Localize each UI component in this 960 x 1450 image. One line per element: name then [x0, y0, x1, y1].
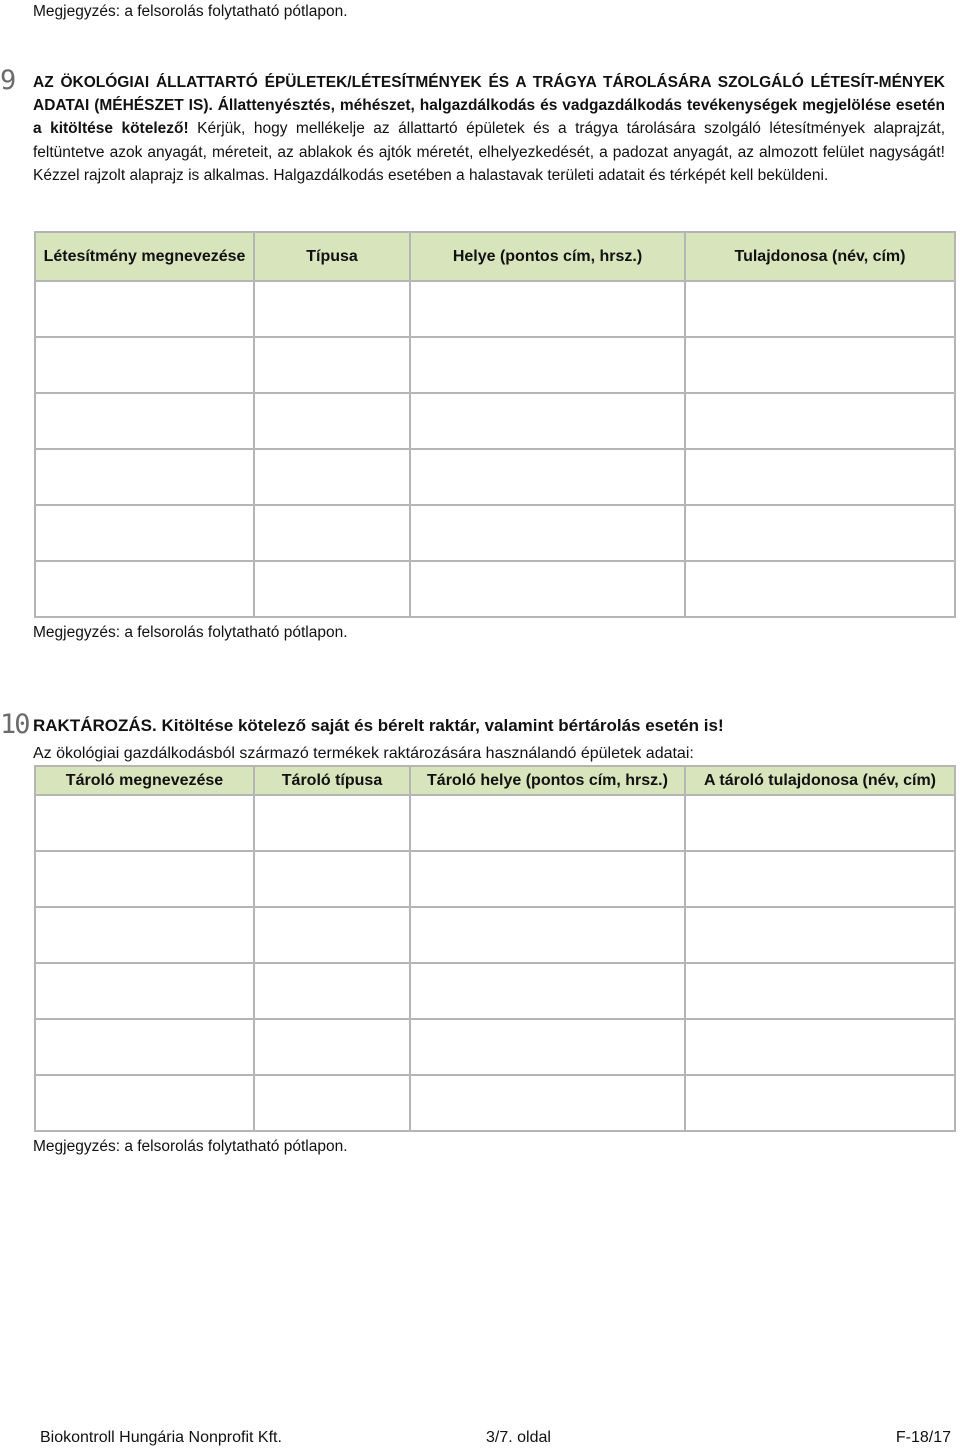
- section-10-title: RAKTÁROZÁS. Kitöltése kötelező saját és bérelt raktár, valamint bértárolás esetén is!: [33, 716, 724, 735]
- input-cell[interactable]: [35, 281, 254, 337]
- input-cell[interactable]: [254, 851, 410, 907]
- table-row: [35, 281, 955, 337]
- input-cell[interactable]: [410, 963, 685, 1019]
- input-cell[interactable]: [35, 1019, 254, 1075]
- input-cell[interactable]: [410, 505, 685, 561]
- section-10-intro: Az ökológiai gazdálkodásból származó termékek raktározására használandó épületek adatai:: [33, 745, 694, 762]
- section-9-title: AZ ÖKOLÓGIAI ÁLLATTARTÓ ÉPÜLETEK/LÉTESÍTMÉNYEK ÉS A TRÁGYA TÁROLÁSÁRA SZOLGÁLÓ LÉTESÍT-MÉNYEK ADATAI (MÉHÉSZET IS). Állattenyésztés, méhészet, halgazdálkodás és vadgazdálkodás tevékenységek megjelölése esetén a kitöltése kötelező!: [33, 74, 945, 138]
- section-10-note: Megjegyzés: a felsorolás folytatható pótlapon.: [33, 1138, 348, 1155]
- input-cell[interactable]: [685, 337, 955, 393]
- storage-table: [34, 765, 956, 1132]
- table-row: [35, 1019, 955, 1075]
- input-cell[interactable]: [685, 393, 955, 449]
- section-10-number: 10: [0, 709, 29, 740]
- table-row: [35, 337, 955, 393]
- header-owner: Tulajdonosa (név, cím): [685, 232, 955, 281]
- header-storage-owner: A tároló tulajdonosa (név, cím): [685, 766, 955, 795]
- input-cell[interactable]: [254, 907, 410, 963]
- header-storage-type: Tároló típusa: [254, 766, 410, 795]
- input-cell[interactable]: [254, 393, 410, 449]
- input-cell[interactable]: [410, 449, 685, 505]
- input-cell[interactable]: [35, 851, 254, 907]
- table-row: [35, 505, 955, 561]
- input-cell[interactable]: [410, 1075, 685, 1131]
- table-header-row: [35, 232, 955, 281]
- table-row: [35, 851, 955, 907]
- header-facility-name: Létesítmény megnevezése: [35, 232, 254, 281]
- input-cell[interactable]: [254, 1075, 410, 1131]
- input-cell[interactable]: [35, 795, 254, 851]
- input-cell[interactable]: [410, 337, 685, 393]
- table-row: [35, 449, 955, 505]
- input-cell[interactable]: [410, 561, 685, 617]
- header-type: Típusa: [254, 232, 410, 281]
- input-cell[interactable]: [35, 907, 254, 963]
- table-header-row: [35, 766, 955, 795]
- input-cell[interactable]: [35, 561, 254, 617]
- input-cell[interactable]: [254, 337, 410, 393]
- input-cell[interactable]: [685, 795, 955, 851]
- header-location: Helye (pontos cím, hrsz.): [410, 232, 685, 281]
- input-cell[interactable]: [254, 449, 410, 505]
- input-cell[interactable]: [35, 393, 254, 449]
- input-cell[interactable]: [35, 337, 254, 393]
- top-note: Megjegyzés: a felsorolás folytatható pótlapon.: [33, 3, 348, 20]
- input-cell[interactable]: [410, 851, 685, 907]
- input-cell[interactable]: [254, 1019, 410, 1075]
- footer-form-code: F-18/17: [895, 1429, 951, 1446]
- input-cell[interactable]: [254, 795, 410, 851]
- input-cell[interactable]: [254, 281, 410, 337]
- input-cell[interactable]: [685, 907, 955, 963]
- input-cell[interactable]: [685, 851, 955, 907]
- input-cell[interactable]: [410, 907, 685, 963]
- input-cell[interactable]: [410, 795, 685, 851]
- input-cell[interactable]: [35, 1075, 254, 1131]
- input-cell[interactable]: [685, 505, 955, 561]
- input-cell[interactable]: [410, 281, 685, 337]
- input-cell[interactable]: [410, 393, 685, 449]
- input-cell[interactable]: [685, 1019, 955, 1075]
- table-row: [35, 1075, 955, 1131]
- section-9-text: [33, 71, 945, 187]
- table-row: [35, 907, 955, 963]
- input-cell[interactable]: [254, 505, 410, 561]
- input-cell[interactable]: [685, 281, 955, 337]
- input-cell[interactable]: [254, 963, 410, 1019]
- section-9-note: Megjegyzés: a felsorolás folytatható pótlapon.: [33, 624, 348, 641]
- input-cell[interactable]: [254, 561, 410, 617]
- table-row: [35, 963, 955, 1019]
- input-cell[interactable]: [35, 505, 254, 561]
- input-cell[interactable]: [410, 1019, 685, 1075]
- input-cell[interactable]: [685, 963, 955, 1019]
- section-9-number: 9: [0, 65, 15, 96]
- header-storage-location: Tároló helye (pontos cím, hrsz.): [410, 766, 685, 795]
- livestock-buildings-table: [34, 231, 956, 618]
- table-row: [35, 393, 955, 449]
- input-cell[interactable]: [685, 561, 955, 617]
- input-cell[interactable]: [35, 449, 254, 505]
- footer-company: Biokontroll Hungária Nonprofit Kft.: [40, 1429, 282, 1446]
- section-9-instructions: Kérjük, hogy mellékelje az állattartó épületek és a trágya tárolására szolgáló létesítmények alaprajzát, feltüntetve azok anyagát, méreteit, az ablakok és ajtók méretét, elhelyezkedését, a padozat anyagát, az almozott felület nagyságát! Kézzel rajzolt alaprajz is alkalmas. Halgazdálkodás esetében a halastavak területi adatait és térképét kell beküldeni.: [33, 120, 945, 184]
- footer-page-number: 3/7. oldal: [486, 1429, 551, 1446]
- input-cell[interactable]: [35, 963, 254, 1019]
- table-row: [35, 795, 955, 851]
- input-cell[interactable]: [685, 1075, 955, 1131]
- header-storage-name: Tároló megnevezése: [35, 766, 254, 795]
- input-cell[interactable]: [685, 449, 955, 505]
- table-row: [35, 561, 955, 617]
